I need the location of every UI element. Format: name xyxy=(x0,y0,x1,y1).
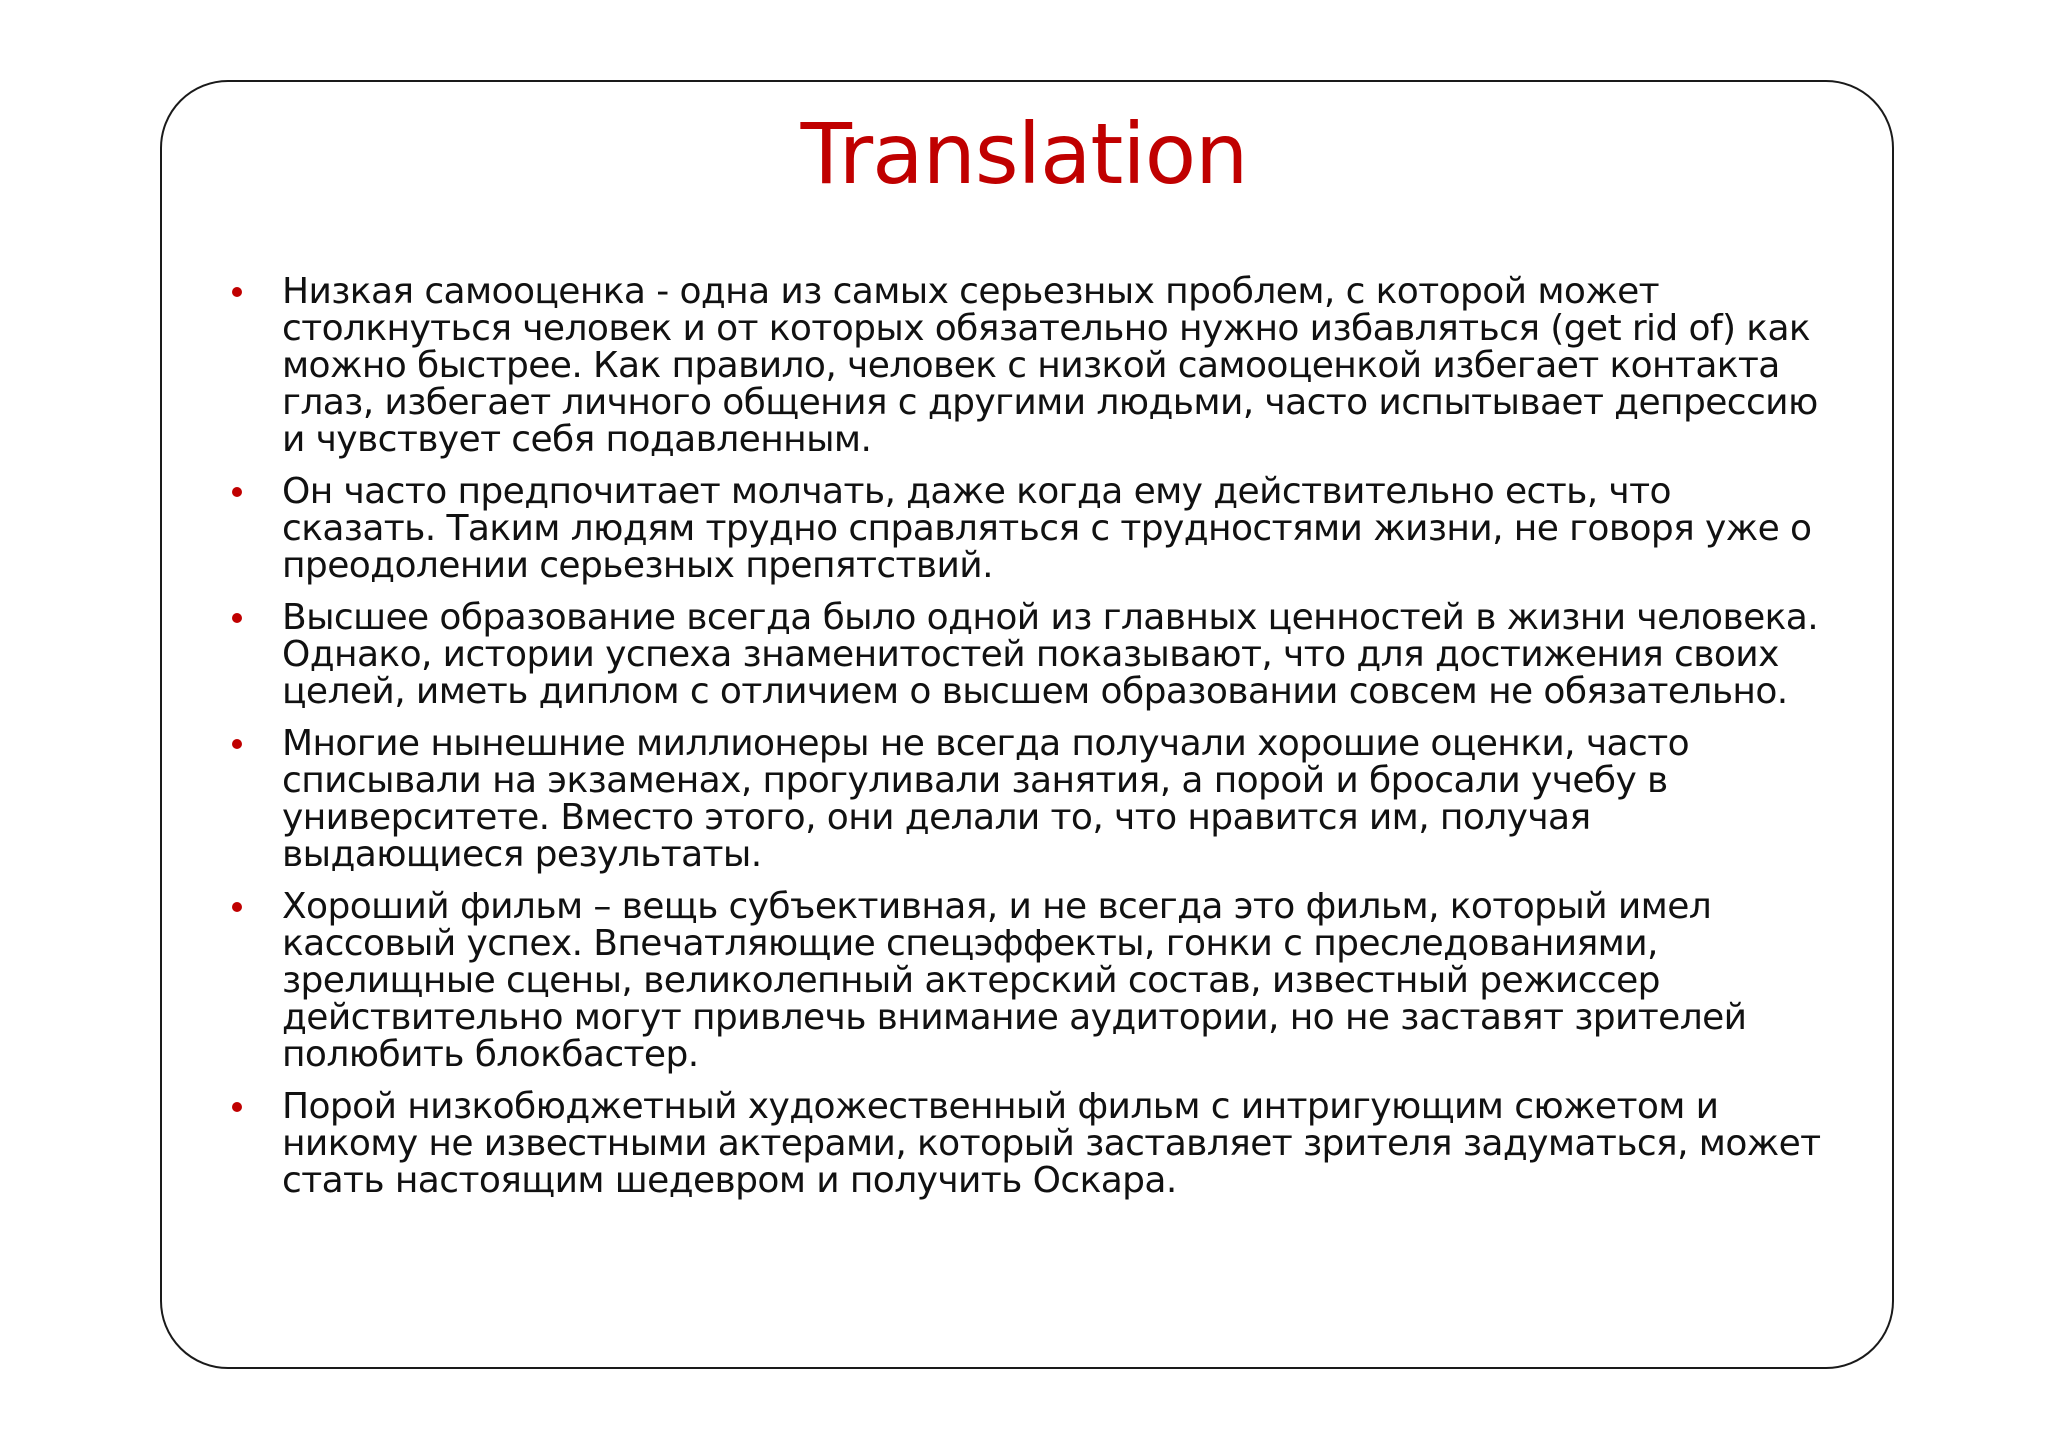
bullet-item xyxy=(232,599,1832,710)
bullet-item xyxy=(232,725,1832,873)
bullet-dot-icon xyxy=(232,1102,242,1112)
bullet-text: Многие нынешние миллионеры не всегда получали хорошие оценки, часто списывали на экзаменах, прогуливали занятия, а порой и бросали учебу в университете. Вместо этого, они делали то, что нравится им, получая выдающиеся результаты. xyxy=(282,723,1689,875)
slide-title: Translation xyxy=(800,105,1248,203)
bullet-dot-icon xyxy=(232,739,242,749)
bullet-item xyxy=(232,273,1832,458)
bullet-item xyxy=(232,1088,1832,1199)
bullet-text: Порой низкобюджетный художественный фильм с интригующим сюжетом и никому не известными актерами, который заставляет зрителя задуматься, может стать настоящим шедевром и получить Оскара. xyxy=(282,1086,1821,1201)
bullet-dot-icon xyxy=(232,902,242,912)
bullet-dot-icon xyxy=(232,287,242,297)
bullet-dot-icon xyxy=(232,487,242,497)
bullet-list xyxy=(232,273,1832,1214)
bullet-text: Хороший фильм – вещь субъективная, и не всегда это фильм, который имел кассовый успех. Впечатляющие спецэффекты, гонки с преследованиями, зрелищные сцены, великолепный актерский состав, известный режиссер действительно могут привлечь внимание аудитории, но не заставят зрителей полюбить блокбастер. xyxy=(282,886,1747,1075)
bullet-text: Он часто предпочитает молчать, даже когда ему действительно есть, что сказать. Таким людям трудно справляться с трудностями жизни, не говоря уже о преодолении серьезных препятствий. xyxy=(282,471,1812,586)
bullet-dot-icon xyxy=(232,613,242,623)
bullet-item xyxy=(232,888,1832,1073)
bullet-text: Низкая самооценка - одна из самых серьезных проблем, с которой может столкнуться человек и от которых обязательно нужно избавляться (get rid of) как можно быстрее. Как правило, человек с низкой самооценкой избегает контакта глаз, избегает личного общения с другими людьми, часто испытывает депрессию и чувствует себя подавленным. xyxy=(282,271,1818,460)
bullet-item xyxy=(232,473,1832,584)
bullet-text: Высшее образование всегда было одной из главных ценностей в жизни человека. Однако, истории успеха знаменитостей показывают, что для достижения своих целей, иметь диплом с отличием о высшем образовании совсем не обязательно. xyxy=(282,597,1819,712)
